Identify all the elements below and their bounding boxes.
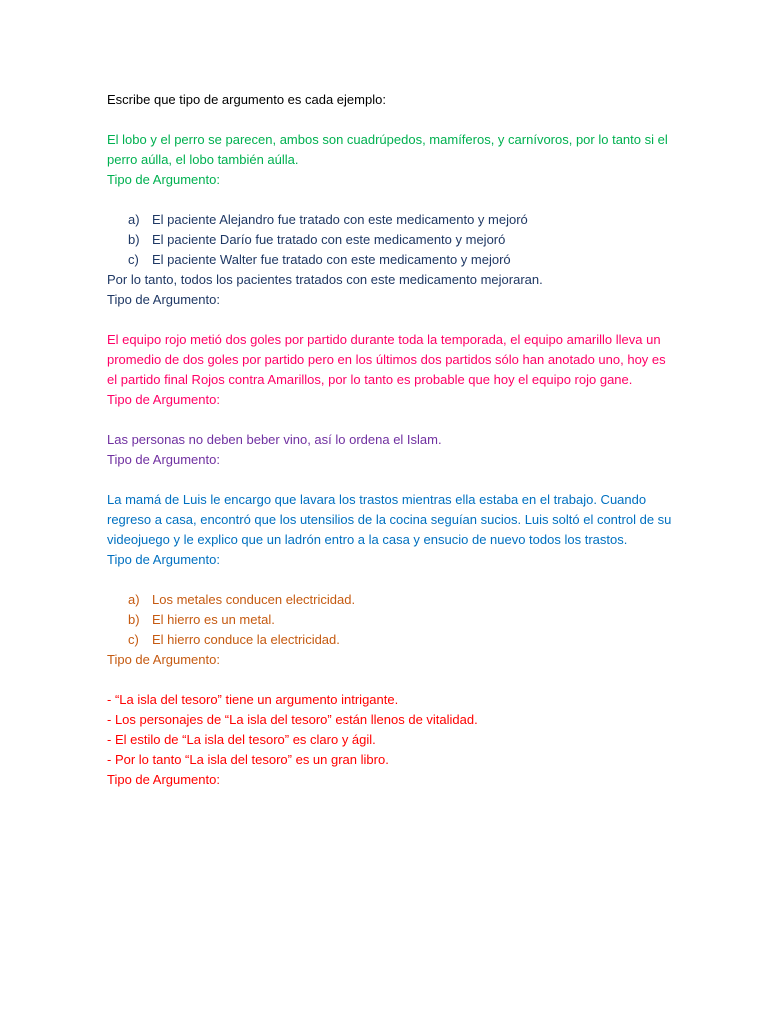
example-1-line-2: perro aúlla, el lobo también aúlla. <box>107 152 299 167</box>
spacer <box>107 670 667 690</box>
example-7-line-3: - El estilo de “La isla del tesoro” es claro y ágil. <box>107 732 376 747</box>
example-2-conclusion: Por lo tanto, todos los pacientes tratados con este medicamento mejoraran. <box>107 272 543 287</box>
page-title: Escribe que tipo de argumento es cada ejemplo: <box>107 92 386 107</box>
example-2-item-a <box>107 210 667 230</box>
list-marker: b) <box>128 612 140 627</box>
spacer <box>107 190 667 210</box>
example-5 <box>107 490 672 570</box>
example-7-line-2: - Los personajes de “La isla del tesoro” están llenos de vitalidad. <box>107 712 478 727</box>
example-6-item-b <box>107 610 667 630</box>
list-item-text: El paciente Alejandro fue tratado con este medicamento y mejoró <box>152 212 528 227</box>
list-marker: c) <box>128 252 139 267</box>
example-7-line-1: - “La isla del tesoro” tiene un argumento intrigante. <box>107 692 399 707</box>
spacer <box>107 310 667 330</box>
example-2 <box>107 210 667 310</box>
example-4-answer-label: Tipo de Argumento: <box>107 452 220 467</box>
list-item-text: El hierro conduce la electricidad. <box>152 632 340 647</box>
list-marker: c) <box>128 632 139 647</box>
example-5-line-3: videojuego y le explico que un ladrón entro a la casa y ensucio de nuevo todos los trastos. <box>107 532 628 547</box>
list-item-text: El hierro es un metal. <box>152 612 275 627</box>
example-3 <box>107 330 667 410</box>
example-4-line-1: Las personas no deben beber vino, así lo ordena el Islam. <box>107 432 442 447</box>
example-6 <box>107 590 667 670</box>
example-3-line-2: promedio de dos goles por partido pero en los últimos dos partidos sólo han anotado uno, hoy es <box>107 352 666 367</box>
example-7-line-4: - Por lo tanto “La isla del tesoro” es un gran libro. <box>107 752 389 767</box>
example-3-answer-label: Tipo de Argumento: <box>107 392 220 407</box>
example-6-item-c <box>107 630 667 650</box>
example-2-answer-label: Tipo de Argumento: <box>107 292 220 307</box>
spacer <box>107 110 667 130</box>
example-1-line-1: El lobo y el perro se parecen, ambos son cuadrúpedos, mamíferos, y carnívoros, por lo tanto si el <box>107 132 668 147</box>
spacer <box>107 410 667 430</box>
example-7-answer-label: Tipo de Argumento: <box>107 772 220 787</box>
example-5-line-1: La mamá de Luis le encargo que lavara los trastos mientras ella estaba en el trabajo. Cuando <box>107 492 647 507</box>
example-5-answer-label: Tipo de Argumento: <box>107 552 220 567</box>
spacer <box>107 470 667 490</box>
example-2-item-c <box>107 250 667 270</box>
list-item-text: Los metales conducen electricidad. <box>152 592 356 607</box>
example-3-line-3: el partido final Rojos contra Amarillos, por lo tanto es probable que hoy el equipo rojo gane. <box>107 372 633 387</box>
list-marker: b) <box>128 232 140 247</box>
example-7 <box>107 690 667 790</box>
list-marker: a) <box>128 212 140 227</box>
example-6-answer-label: Tipo de Argumento: <box>107 652 220 667</box>
example-2-item-b <box>107 230 667 250</box>
example-4 <box>107 430 667 470</box>
example-6-item-a <box>107 590 667 610</box>
list-marker: a) <box>128 592 140 607</box>
example-5-line-2: regreso a casa, encontró que los utensilios de la cocina seguían sucios. Luis soltó el control de su <box>107 512 672 527</box>
example-1-answer-label: Tipo de Argumento: <box>107 172 220 187</box>
document-page <box>107 90 672 790</box>
list-item-text: El paciente Darío fue tratado con este medicamento y mejoró <box>152 232 506 247</box>
spacer <box>107 570 667 590</box>
example-1 <box>107 130 667 190</box>
list-item-text: El paciente Walter fue tratado con este medicamento y mejoró <box>152 252 511 267</box>
example-3-line-1: El equipo rojo metió dos goles por partido durante toda la temporada, el equipo amarillo lleva un <box>107 332 661 347</box>
